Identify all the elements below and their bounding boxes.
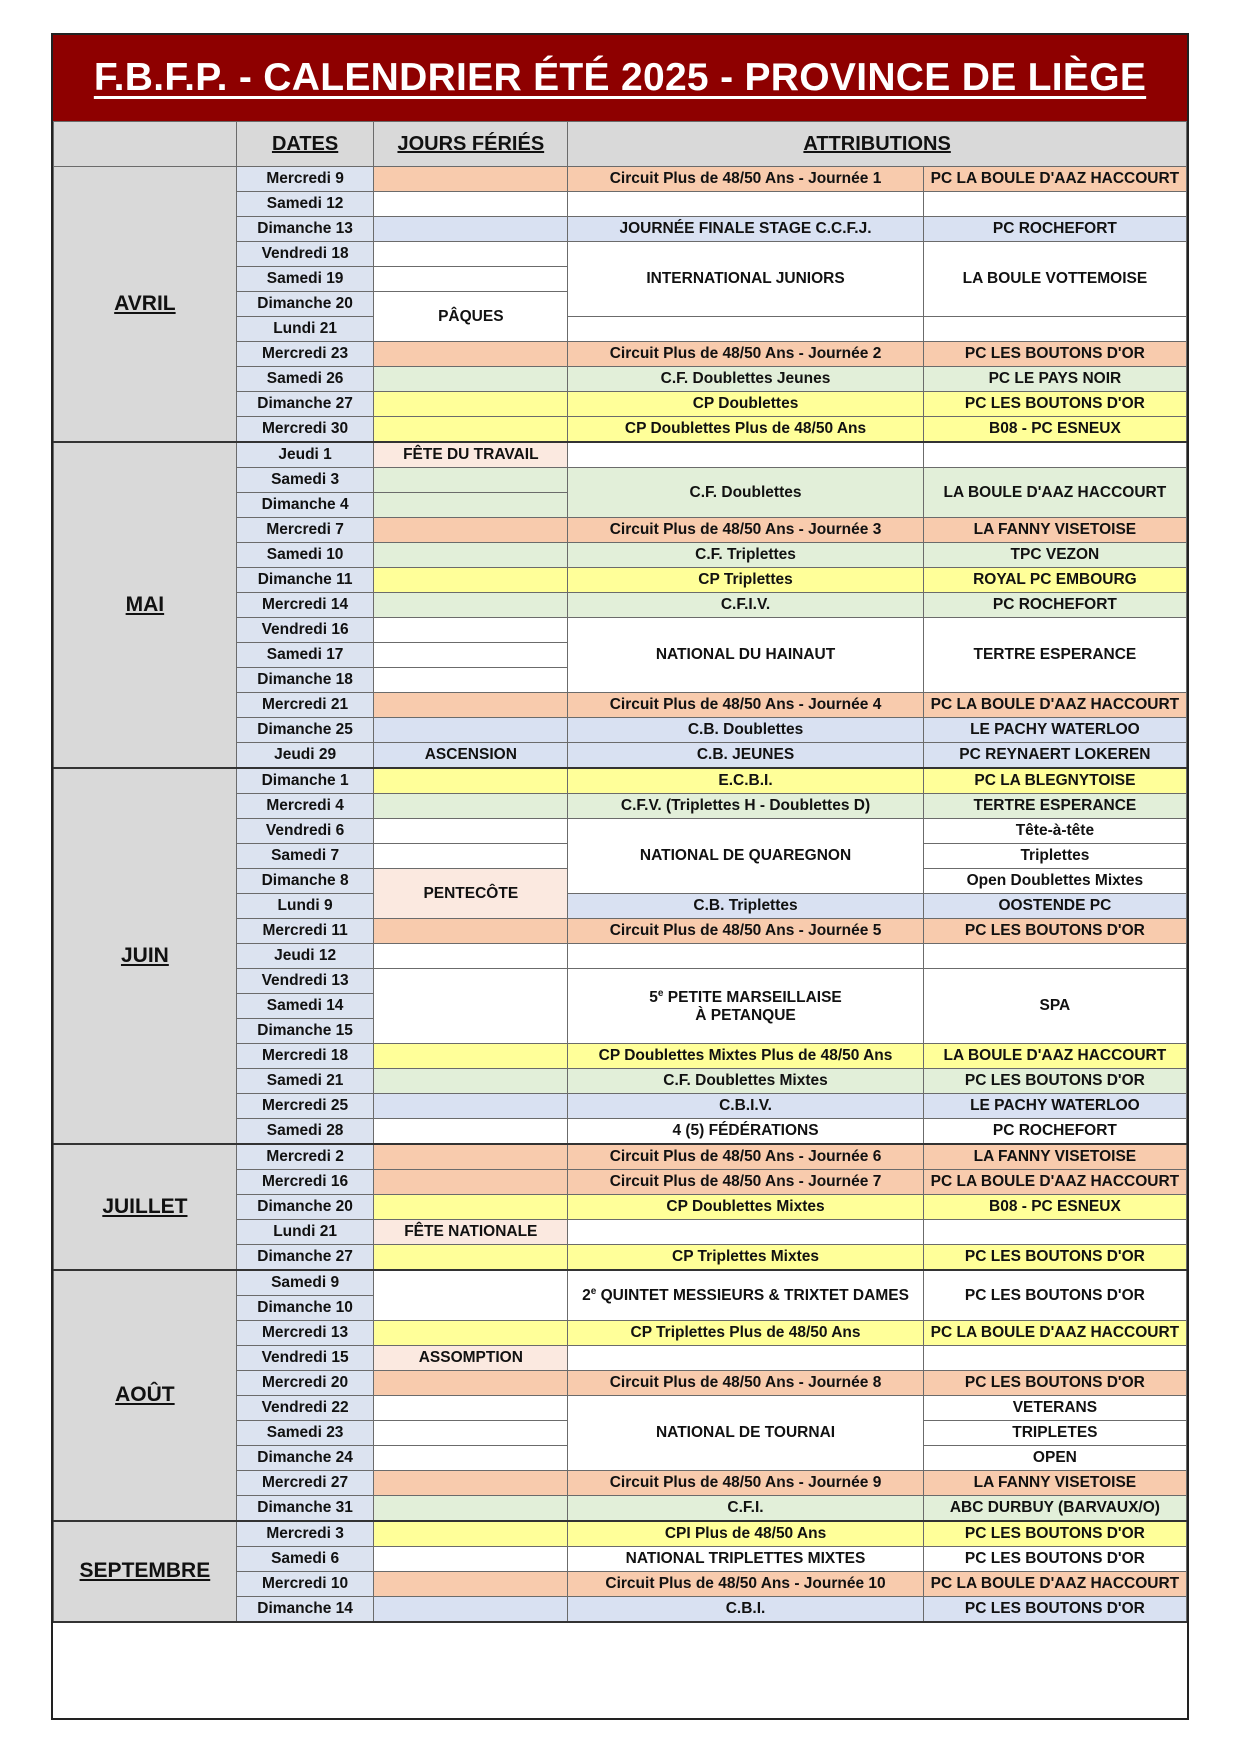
event-cell: CPI Plus de 48/50 Ans [568,1521,924,1547]
holiday-cell [374,417,568,443]
venue-cell [923,442,1186,468]
venue-cell [923,1220,1186,1245]
holiday-cell: FÊTE NATIONALE [374,1220,568,1245]
event-title-line2: À PETANQUE [695,1006,796,1024]
date-cell: Mercredi 27 [236,1471,374,1496]
holiday-cell [374,693,568,718]
event-cell: C.B. JEUNES [568,743,924,769]
holiday-cell [374,1371,568,1396]
event-cell: Circuit Plus de 48/50 Ans - Journée 7 [568,1170,924,1195]
holiday-cell [374,1170,568,1195]
holiday-cell [374,668,568,693]
date-cell: Dimanche 10 [236,1296,374,1321]
venue-cell: PC LA BOULE D'AAZ HACCOURT [923,1572,1186,1597]
date-cell: Samedi 9 [236,1270,374,1296]
date-cell: Samedi 23 [236,1421,374,1446]
holiday-cell [374,1396,568,1421]
venue-cell: PC LES BOUTONS D'OR [923,1270,1186,1321]
event-ordinal-suffix: e [590,1286,597,1298]
event-ordinal: 5 [649,988,658,1006]
date-cell: Samedi 28 [236,1119,374,1145]
date-cell: Samedi 21 [236,1069,374,1094]
event-cell: C.B. Triplettes [568,894,924,919]
date-cell: Mercredi 4 [236,794,374,819]
event-cell [568,1270,924,1321]
holiday-cell [374,518,568,543]
event-cell: NATIONAL DE QUAREGNON [568,819,924,894]
holiday-cell [374,468,568,493]
holiday-cell: ASSOMPTION [374,1346,568,1371]
venue-cell: TERTRE ESPERANCE [923,794,1186,819]
event-cell [568,442,924,468]
venue-cell: Tête-à-tête [923,819,1186,844]
holiday-cell [374,618,568,643]
venue-cell: PC LES BOUTONS D'OR [923,392,1186,417]
venue-cell: PC ROCHEFORT [923,593,1186,618]
holiday-cell [374,568,568,593]
venue-cell: B08 - PC ESNEUX [923,417,1186,443]
date-cell: Mercredi 10 [236,1572,374,1597]
date-cell: Mercredi 20 [236,1371,374,1396]
date-cell: Vendredi 15 [236,1346,374,1371]
date-cell: Jeudi 1 [236,442,374,468]
date-cell: Samedi 6 [236,1547,374,1572]
event-cell [568,1346,924,1371]
date-cell: Samedi 10 [236,543,374,568]
header-attributions: ATTRIBUTIONS [568,122,1187,167]
holiday-cell [374,167,568,192]
event-cell: C.F.V. (Triplettes H - Doublettes D) [568,794,924,819]
holiday-cell [374,969,568,1044]
event-cell: C.B.I.V. [568,1094,924,1119]
event-cell: Circuit Plus de 48/50 Ans - Journée 1 [568,167,924,192]
calendar-table [53,121,1187,1623]
holiday-cell [374,643,568,668]
holiday-cell [374,919,568,944]
holiday-cell: PENTECÔTE [374,869,568,919]
date-cell: Mercredi 23 [236,342,374,367]
event-cell: Circuit Plus de 48/50 Ans - Journée 8 [568,1371,924,1396]
venue-cell: ROYAL PC EMBOURG [923,568,1186,593]
holiday-cell [374,1119,568,1145]
date-cell: Dimanche 18 [236,668,374,693]
month-label: JUILLET [54,1144,237,1270]
venue-cell: LA FANNY VISETOISE [923,518,1186,543]
date-cell: Dimanche 31 [236,1496,374,1522]
table-row [54,1144,1187,1170]
holiday-cell [374,392,568,417]
date-cell: Mercredi 18 [236,1044,374,1069]
date-cell: Mercredi 25 [236,1094,374,1119]
table-row [54,1521,1187,1547]
event-title-line1: PETITE MARSEILLAISE [667,988,842,1006]
venue-cell: PC LES BOUTONS D'OR [923,1597,1186,1623]
venue-cell [923,317,1186,342]
holiday-cell [374,1094,568,1119]
date-cell: Samedi 17 [236,643,374,668]
holiday-cell: PÂQUES [374,292,568,342]
venue-cell: TPC VEZON [923,543,1186,568]
venue-cell: PC LES BOUTONS D'OR [923,1521,1186,1547]
holiday-cell [374,1245,568,1271]
date-cell: Vendredi 18 [236,242,374,267]
event-cell: 4 (5) FÉDÉRATIONS [568,1119,924,1145]
event-cell [568,1220,924,1245]
event-cell [568,969,924,1044]
venue-cell: PC LA BOULE D'AAZ HACCOURT [923,1321,1186,1346]
date-cell: Samedi 26 [236,367,374,392]
venue-cell: ABC DURBUY (BARVAUX/O) [923,1496,1186,1522]
date-cell: Lundi 21 [236,1220,374,1245]
holiday-cell [374,1446,568,1471]
date-cell: Mercredi 30 [236,417,374,443]
venue-cell [923,944,1186,969]
header-dates: DATES [236,122,374,167]
holiday-cell [374,367,568,392]
event-cell [568,944,924,969]
event-cell: NATIONAL DE TOURNAI [568,1396,924,1471]
holiday-cell [374,768,568,794]
month-label: MAI [54,442,237,768]
event-cell: Circuit Plus de 48/50 Ans - Journée 5 [568,919,924,944]
event-cell: E.C.B.I. [568,768,924,794]
event-cell: Circuit Plus de 48/50 Ans - Journée 10 [568,1572,924,1597]
holiday-cell [374,192,568,217]
venue-cell: PC ROCHEFORT [923,217,1186,242]
venue-cell: VETERANS [923,1396,1186,1421]
event-cell [568,192,924,217]
venue-cell: PC LES BOUTONS D'OR [923,1245,1186,1271]
venue-cell: PC LA BLEGNYTOISE [923,768,1186,794]
event-cell: INTERNATIONAL JUNIORS [568,242,924,317]
event-cell: C.F. Doublettes Mixtes [568,1069,924,1094]
date-cell: Dimanche 20 [236,1195,374,1220]
date-cell: Vendredi 13 [236,969,374,994]
event-cell: CP Triplettes Plus de 48/50 Ans [568,1321,924,1346]
venue-cell: LA BOULE VOTTEMOISE [923,242,1186,317]
venue-cell: OPEN [923,1446,1186,1471]
holiday-cell [374,944,568,969]
venue-cell: Triplettes [923,844,1186,869]
date-cell: Mercredi 9 [236,167,374,192]
date-cell: Dimanche 11 [236,568,374,593]
venue-cell: PC ROCHEFORT [923,1119,1186,1145]
event-cell: C.F.I.V. [568,593,924,618]
table-row [54,768,1187,794]
holiday-cell [374,342,568,367]
event-cell: CP Doublettes Mixtes Plus de 48/50 Ans [568,1044,924,1069]
holiday-cell [374,844,568,869]
date-cell: Jeudi 29 [236,743,374,769]
holiday-cell [374,593,568,618]
event-cell: JOURNÉE FINALE STAGE C.C.F.J. [568,217,924,242]
header-corner [54,122,237,167]
event-ordinal: 2 [582,1287,591,1305]
date-cell: Dimanche 25 [236,718,374,743]
holiday-cell [374,1597,568,1623]
venue-cell: LA BOULE D'AAZ HACCOURT [923,1044,1186,1069]
event-cell: Circuit Plus de 48/50 Ans - Journée 2 [568,342,924,367]
holiday-cell [374,1496,568,1522]
venue-cell: OOSTENDE PC [923,894,1186,919]
calendar-sheet [51,33,1189,1720]
holiday-cell [374,1471,568,1496]
venue-cell: SPA [923,969,1186,1044]
holiday-cell [374,1321,568,1346]
venue-cell: LE PACHY WATERLOO [923,1094,1186,1119]
date-cell: Dimanche 8 [236,869,374,894]
venue-cell: PC LES BOUTONS D'OR [923,1371,1186,1396]
event-cell: CP Doublettes [568,392,924,417]
holiday-cell [374,1572,568,1597]
holiday-cell [374,1421,568,1446]
date-cell: Vendredi 16 [236,618,374,643]
event-cell: CP Triplettes Mixtes [568,1245,924,1271]
date-cell: Lundi 9 [236,894,374,919]
venue-cell: LE PACHY WATERLOO [923,718,1186,743]
table-row [54,167,1187,192]
date-cell: Dimanche 27 [236,1245,374,1271]
month-label: AVRIL [54,167,237,443]
event-ordinal-suffix: e [657,987,664,999]
venue-cell: PC LES BOUTONS D'OR [923,1069,1186,1094]
venue-cell: PC LA BOULE D'AAZ HACCOURT [923,167,1186,192]
event-cell: C.B. Doublettes [568,718,924,743]
event-cell: Circuit Plus de 48/50 Ans - Journée 4 [568,693,924,718]
date-cell: Vendredi 6 [236,819,374,844]
event-cell: CP Doublettes Plus de 48/50 Ans [568,417,924,443]
holiday-cell [374,543,568,568]
holiday-cell [374,718,568,743]
venue-cell: TERTRE ESPERANCE [923,618,1186,693]
date-cell: Mercredi 21 [236,693,374,718]
event-title: QUINTET MESSIEURS & TRIXTET DAMES [600,1287,909,1305]
date-cell: Mercredi 3 [236,1521,374,1547]
venue-cell: LA FANNY VISETOISE [923,1144,1186,1170]
holiday-cell [374,1547,568,1572]
month-label: JUIN [54,768,237,1144]
date-cell: Mercredi 16 [236,1170,374,1195]
table-row [54,442,1187,468]
venue-cell: LA BOULE D'AAZ HACCOURT [923,468,1186,518]
date-cell: Jeudi 12 [236,944,374,969]
holiday-cell [374,242,568,267]
holiday-cell [374,1144,568,1170]
venue-cell: TRIPLETES [923,1421,1186,1446]
venue-cell: PC LA BOULE D'AAZ HACCOURT [923,1170,1186,1195]
holiday-cell [374,1044,568,1069]
holiday-cell [374,217,568,242]
event-cell: CP Doublettes Mixtes [568,1195,924,1220]
event-cell: C.F. Doublettes Jeunes [568,367,924,392]
date-cell: Mercredi 2 [236,1144,374,1170]
holiday-cell [374,794,568,819]
date-cell: Dimanche 4 [236,493,374,518]
holiday-cell [374,493,568,518]
date-cell: Samedi 14 [236,994,374,1019]
holiday-cell [374,1195,568,1220]
event-cell: Circuit Plus de 48/50 Ans - Journée 3 [568,518,924,543]
event-cell: C.B.I. [568,1597,924,1623]
holiday-cell [374,819,568,844]
date-cell: Dimanche 1 [236,768,374,794]
date-cell: Mercredi 14 [236,593,374,618]
month-label: AOÛT [54,1270,237,1521]
date-cell: Dimanche 15 [236,1019,374,1044]
header-row [54,122,1187,167]
holiday-cell [374,1270,568,1321]
holiday-cell: ASCENSION [374,743,568,769]
date-cell: Dimanche 24 [236,1446,374,1471]
date-cell: Dimanche 27 [236,392,374,417]
date-cell: Dimanche 20 [236,292,374,317]
venue-cell: PC LES BOUTONS D'OR [923,1547,1186,1572]
venue-cell: PC LA BOULE D'AAZ HACCOURT [923,693,1186,718]
header-holidays: JOURS FÉRIÉS [374,122,568,167]
venue-cell: Open Doublettes Mixtes [923,869,1186,894]
date-cell: Vendredi 22 [236,1396,374,1421]
date-cell: Mercredi 11 [236,919,374,944]
date-cell: Dimanche 13 [236,217,374,242]
holiday-cell: FÊTE DU TRAVAIL [374,442,568,468]
holiday-cell [374,1521,568,1547]
date-cell: Mercredi 7 [236,518,374,543]
holiday-cell [374,267,568,292]
event-cell: NATIONAL TRIPLETTES MIXTES [568,1547,924,1572]
venue-cell: PC LES BOUTONS D'OR [923,919,1186,944]
venue-cell: PC REYNAERT LOKEREN [923,743,1186,769]
venue-cell: PC LES BOUTONS D'OR [923,342,1186,367]
table-row [54,1270,1187,1296]
event-cell [568,317,924,342]
venue-cell [923,1346,1186,1371]
event-cell: Circuit Plus de 48/50 Ans - Journée 9 [568,1471,924,1496]
page-title: F.B.F.P. - CALENDRIER ÉTÉ 2025 - PROVINCE DE LIÈGE [53,35,1187,121]
date-cell: Samedi 3 [236,468,374,493]
date-cell: Samedi 12 [236,192,374,217]
venue-cell: LA FANNY VISETOISE [923,1471,1186,1496]
holiday-cell [374,1069,568,1094]
event-cell: NATIONAL DU HAINAUT [568,618,924,693]
venue-cell: B08 - PC ESNEUX [923,1195,1186,1220]
venue-cell [923,192,1186,217]
venue-cell: PC LE PAYS NOIR [923,367,1186,392]
date-cell: Mercredi 13 [236,1321,374,1346]
month-label: SEPTEMBRE [54,1521,237,1622]
event-cell: CP Triplettes [568,568,924,593]
date-cell: Lundi 21 [236,317,374,342]
event-cell: C.F. Doublettes [568,468,924,518]
event-cell: C.F. Triplettes [568,543,924,568]
date-cell: Dimanche 14 [236,1597,374,1623]
date-cell: Samedi 19 [236,267,374,292]
event-cell: Circuit Plus de 48/50 Ans - Journée 6 [568,1144,924,1170]
date-cell: Samedi 7 [236,844,374,869]
event-cell: C.F.I. [568,1496,924,1522]
